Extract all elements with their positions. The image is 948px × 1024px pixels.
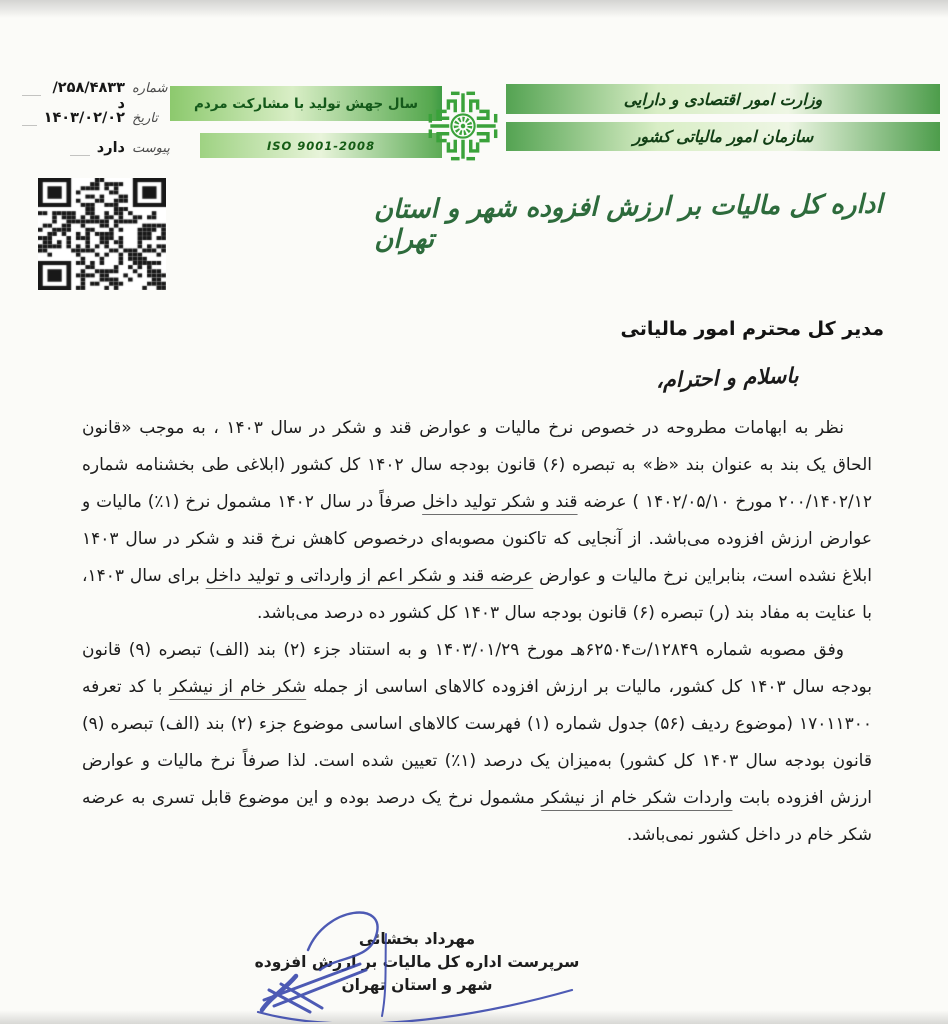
signer-name: مهرداد بخشائی [358,930,476,948]
ministry-band [506,84,940,114]
organization-title: سازمان امور مالیاتی کشور [632,127,814,146]
scan-edge-top [0,0,948,18]
meta-rule [22,125,37,126]
number-label: شماره [132,81,168,96]
meta-row-number [22,80,172,110]
text-run: مشمول نرخ یک درصد بوده و این موضوع قابل تسری به عرضه شکر خام در داخل کشور نمی‌باشد. [82,788,872,845]
recipient-title: مدیر کل محترم امور مالیاتی [620,318,884,340]
paragraph [82,632,872,854]
department-title: اداره کل مالیات بر ارزش افزوده شهر و استان تهران [373,189,883,255]
number-value: ۲۵۸/۴۸۳۳/د [52,80,125,112]
attachment-label: پیوست [132,141,170,156]
attachment-value: دارد [96,140,125,156]
date-label: تاریخ [132,111,158,126]
body-paragraphs [82,410,872,854]
meta-row-date [22,110,172,140]
ministry-title: وزارت امور اقتصادی و دارایی [623,89,823,109]
meta-row-attachment [22,140,172,170]
text-run: صرفاً در سال ۱۴۰۲ مشمول نرخ (۱٪) مالیات و عوارض ارزش افزوده می‌باشد. از آنجایی که تاکنون مصوبه‌ای درخصوص کاهش نرخ قند و شکر در سال ۱۴۰۳ ابلاغ نشده است، بنابراین نرخ مالیات و عوارض [82,492,872,586]
slogan-band [170,86,442,121]
underlined-phrase: عرضه قند و شکر اعم از وارداتی و تولید داخل [205,566,534,586]
text-run: نظر به ابهامات مطروحه در خصوص نرخ مالیات و عوارض قند و شکر در سال ۱۴۰۳ ، به موجب «قانون الحاق یک بند به عنوان بند «ظ» به تبصره (۶) قانون بودجه سال ۱۴۰۲ کل کشور (ابلاغی طی بخشنامه شماره ۲۰۰/۱۴۰۲/۱۲ مورخ ۱۴۰۲/۰۵/۱۰ ) عرضه [82,418,872,512]
scan-edge-bottom [0,1010,948,1024]
iso-label: ISO 9001-2008 [266,138,376,153]
text-run: برای سال ۱۴۰۳، با عنایت به مفاد بند (ر) تبصره (۶) قانون بودجه سال ۱۴۰۳ کل کشور ده درصد می‌باشد. [82,566,872,623]
meta-rule [22,95,41,96]
signer-title-line2: شهر و استان تهران [341,976,493,994]
organization-band [506,122,940,151]
handwritten-greeting: باسلام و احترام، [655,363,799,393]
qr-code [38,178,166,290]
date-value: ۱۴۰۳/۰۲/۰۲ [43,110,125,126]
paragraph [82,410,872,632]
letter-meta [22,80,172,170]
signature-block [252,928,582,997]
text-run: با کد تعرفه ۱۷۰۱۱۳۰۰ (موضوع ردیف (۵۶) جدول شماره (۱) فهرست کالاهای اساسی موضوع جزء (۲) بند (الف) تبصره (۹) قانون بودجه سال ۱۴۰۳ کل کشور) به‌میزان یک درصد (۱٪) تعیین شده است. لذا صرفاً نرخ مالیات و عوارض ارزش افزوده بابت [82,677,873,808]
text-run: وفق مصوبه شماره ۱۲۸۴۹/ت۶۲۵۰۴هـ مورخ ۱۴۰۳/۰۱/۲۹ و به استناد جزء (۲) بند (الف) تبصره (۹) قانون بودجه سال ۱۴۰۳ کل کشور، مالیات بر ارزش افزوده کالاهای اساسی از جمله [82,640,872,697]
underlined-phrase: شکر خام از نیشکر [169,677,307,697]
signer-title-line1: سرپرست اداره کل مالیات بر ارزش افزوده [254,953,580,971]
underlined-phrase: واردات شکر خام از نیشکر [541,788,733,808]
iso-band [200,133,442,158]
underlined-phrase: قند و شکر تولید داخل [422,492,578,512]
tax-organization-emblem-icon [420,78,506,174]
meta-rule [70,155,90,156]
slogan-text: سال جهش تولید با مشارکت مردم [194,95,418,112]
